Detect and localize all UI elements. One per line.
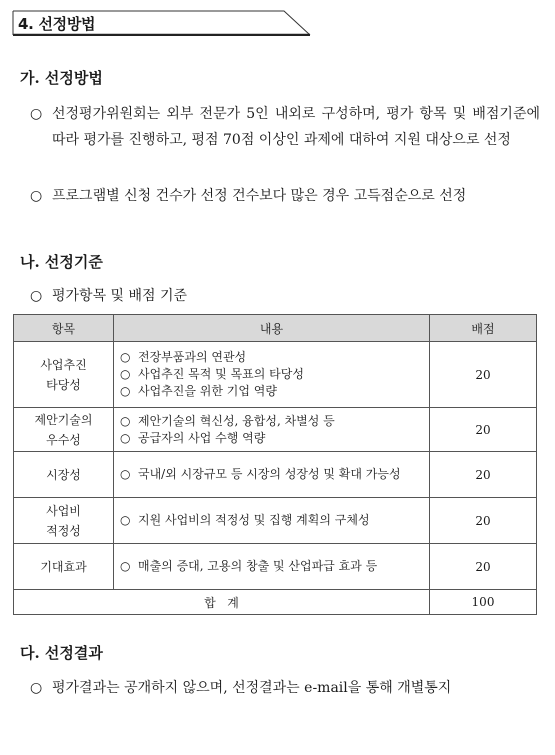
content-line xyxy=(120,383,421,400)
content-text: 전장부품과의 연관성 xyxy=(138,350,247,364)
bullet-icon: ○ xyxy=(120,513,131,527)
bullet-icon: ○ xyxy=(30,680,43,696)
table-row xyxy=(14,498,537,544)
table-header-row xyxy=(14,315,537,342)
list-item xyxy=(30,283,540,309)
bullet-text: 프로그램별 신청 건수가 선정 건수보다 많은 경우 고득점순으로 선정 xyxy=(52,188,467,204)
content-text: 제안기술의 혁신성, 융합성, 차별성 등 xyxy=(138,413,335,428)
item-line: 사업비 xyxy=(46,503,81,518)
bullet-icon: ○ xyxy=(120,559,131,573)
content-cell xyxy=(114,342,430,408)
item-line: 타당성 xyxy=(46,377,81,392)
content-text: 지원 사업비의 적정성 및 집행 계획의 구체성 xyxy=(138,513,370,527)
section-title xyxy=(12,10,312,36)
list-item xyxy=(30,675,540,701)
table-row xyxy=(14,452,537,498)
content-text: 매출의 증대, 고용의 창출 및 산업파급 효과 등 xyxy=(138,559,378,573)
content-cell xyxy=(114,498,430,544)
content-cell xyxy=(114,452,430,498)
content-line xyxy=(120,558,421,575)
bullet-icon: ○ xyxy=(120,413,131,428)
bullet-icon: ○ xyxy=(120,384,131,398)
total-label: 합 계 xyxy=(14,590,430,615)
bullet-icon: ○ xyxy=(120,467,131,481)
item-cell xyxy=(14,342,114,408)
content-text: 공급자의 사업 수행 역량 xyxy=(138,430,266,445)
item-line: 우수성 xyxy=(46,432,81,447)
item-line: 제안기술의 xyxy=(34,412,93,427)
sub-heading: 평가항목 및 배점 기준 xyxy=(52,288,188,304)
bullet-icon: ○ xyxy=(120,430,131,445)
item-line: 적정성 xyxy=(46,523,81,538)
content-cell xyxy=(114,408,430,452)
bullet-text: 평가결과는 공개하지 않으며, 선정결과는 e-mail을 통해 개별통지 xyxy=(52,680,452,696)
score-cell: 20 xyxy=(430,544,537,590)
content-line xyxy=(120,413,421,430)
content-line xyxy=(120,466,421,483)
item-cell xyxy=(14,498,114,544)
content-text: 사업추진을 위한 기업 역량 xyxy=(138,384,277,398)
content-text: 사업추진 목적 및 목표의 타당성 xyxy=(138,367,304,381)
item-line: 기대효과 xyxy=(40,559,87,574)
section-title-text: 4. 선정방법 xyxy=(18,15,96,33)
table-row xyxy=(14,544,537,590)
header-score: 배점 xyxy=(430,315,537,342)
list-item xyxy=(30,183,540,209)
total-row xyxy=(14,590,537,615)
score-cell: 20 xyxy=(430,408,537,452)
content-line xyxy=(120,512,421,529)
table-row xyxy=(14,408,537,452)
content-cell xyxy=(114,544,430,590)
header-content: 내용 xyxy=(114,315,430,342)
item-cell xyxy=(14,544,114,590)
bullet-icon: ○ xyxy=(120,350,131,364)
score-cell: 20 xyxy=(430,342,537,408)
content-text: 국내/외 시장규모 등 시장의 성장성 및 확대 가능성 xyxy=(138,467,401,481)
list-item xyxy=(30,101,540,153)
item-cell xyxy=(14,452,114,498)
bullet-icon: ○ xyxy=(30,288,43,304)
score-cell: 20 xyxy=(430,452,537,498)
header-item: 항목 xyxy=(14,315,114,342)
score-cell: 20 xyxy=(430,498,537,544)
content-line xyxy=(120,430,421,447)
table-row xyxy=(14,342,537,408)
bullet-icon: ○ xyxy=(30,106,43,122)
content-line xyxy=(120,366,421,383)
content-line xyxy=(120,349,421,366)
heading-selection-method: 가. 선정방법 xyxy=(20,69,103,87)
bullet-text: 선정평가위원회는 외부 전문가 5인 내외로 구성하며, 평가 항목 및 배점기준에 따라 평가를 진행하고, 평점 70점 이상인 과제에 대하여 지원 대상으로 선정 xyxy=(52,106,540,148)
bullet-icon: ○ xyxy=(120,367,131,381)
heading-selection-criteria: 나. 선정기준 xyxy=(20,253,103,271)
item-line: 시장성 xyxy=(46,467,81,482)
item-line: 사업추진 xyxy=(40,357,87,372)
evaluation-table xyxy=(13,314,537,615)
bullet-icon: ○ xyxy=(30,188,43,204)
total-score: 100 xyxy=(430,590,537,615)
item-cell xyxy=(14,408,114,452)
heading-selection-result: 다. 선정결과 xyxy=(20,644,103,662)
